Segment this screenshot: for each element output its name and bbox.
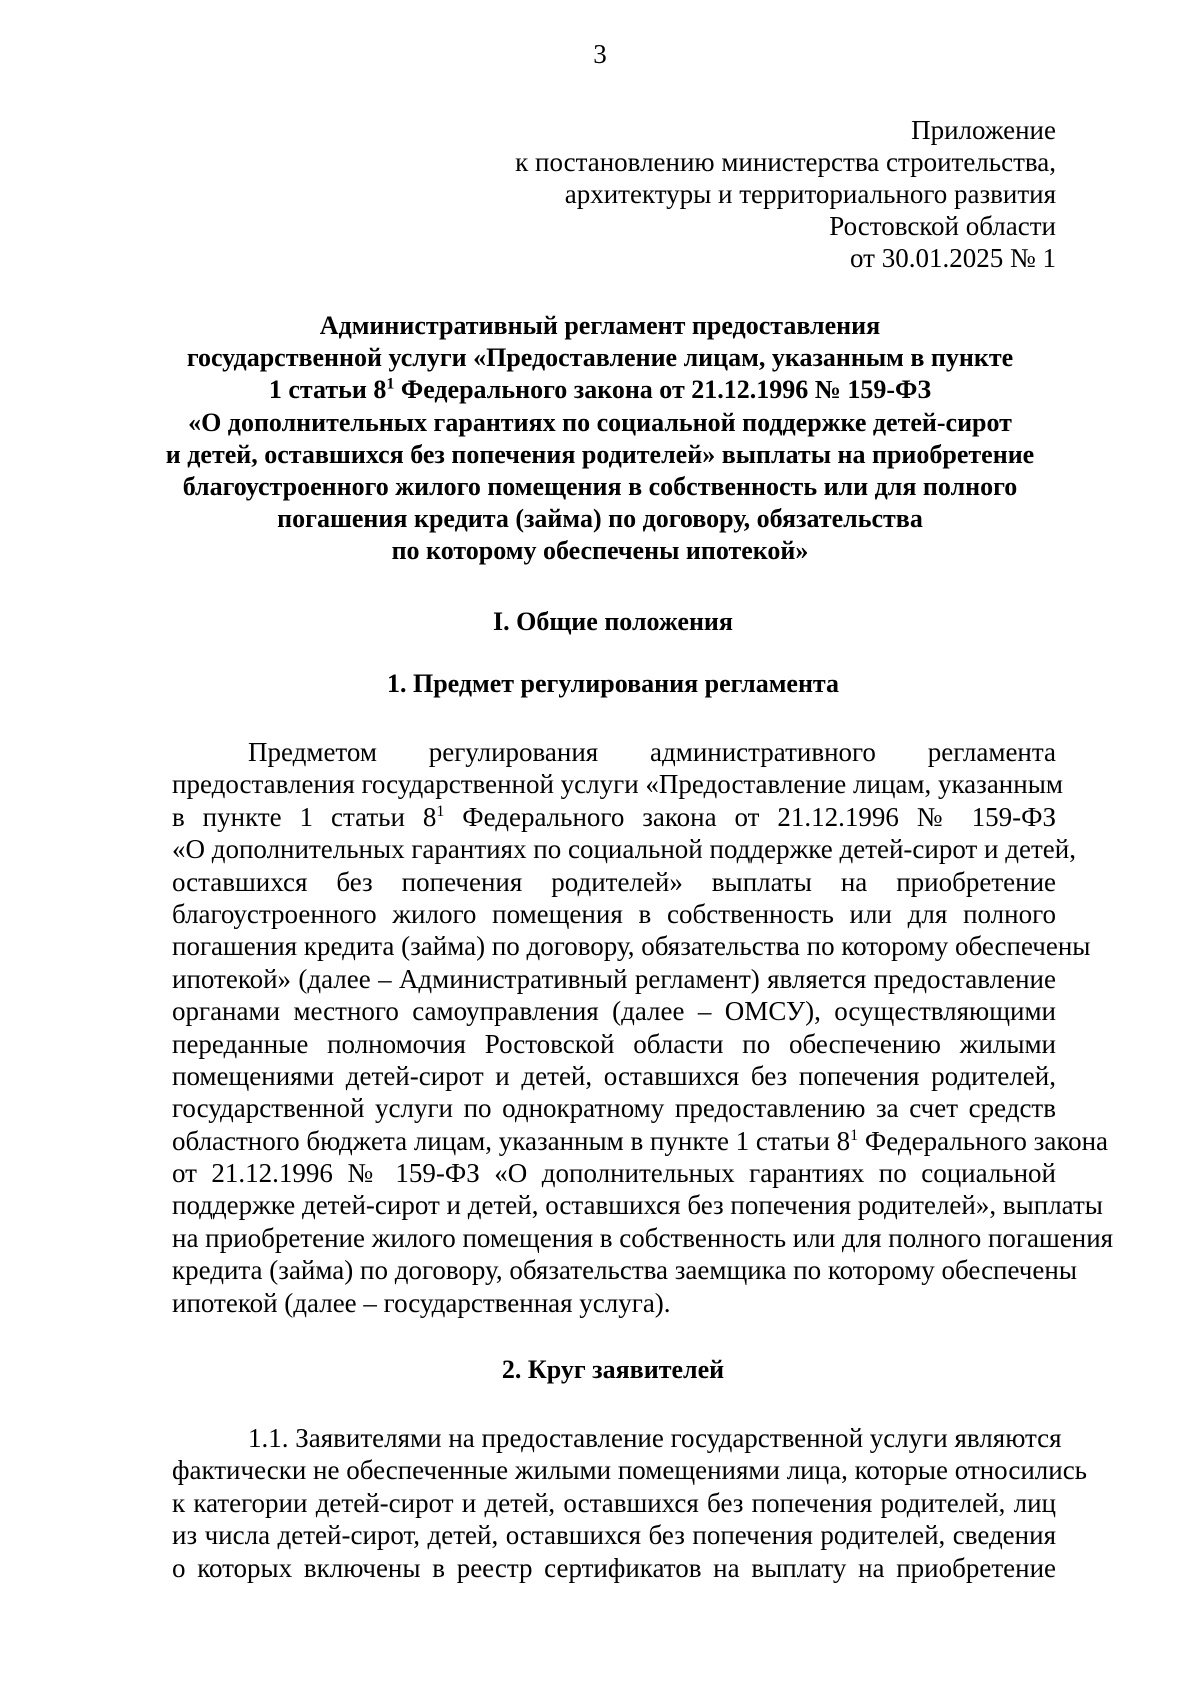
title-line: и детей, оставшихся без попечения родителей» выплаты на приобретение xyxy=(165,439,1035,469)
paragraph-text: в пункте 1 статьи 8 xyxy=(172,801,437,832)
paragraph-subject xyxy=(172,736,1114,1319)
paragraph-text: Федерального закона от 21.12.1996 № 159-ФЗ xyxy=(444,801,1057,832)
paragraph-line: органами местного самоуправления (далее – ОМСУ), осуществляющими xyxy=(172,996,1056,1027)
paragraph-line: оставшихся без попечения родителей» выплаты на приобретение xyxy=(172,866,1056,897)
title-line: погашения кредита (займа) по договору, обязательства xyxy=(277,504,923,534)
superscript: 1 xyxy=(436,802,445,820)
appendix-line: архитектуры и территориального развития xyxy=(564,179,1056,209)
paragraph-line: Предметом регулирования административного регламента xyxy=(248,737,1056,767)
paragraph-line: фактически не обеспеченные жилыми помещениями лица, которые относились xyxy=(172,1455,1087,1486)
paragraph-line xyxy=(172,801,1056,833)
superscript: 1 xyxy=(386,375,395,393)
paragraph-line: ипотекой (далее – государственная услуга). xyxy=(172,1287,671,1318)
title-line xyxy=(150,374,1050,406)
paragraph-line: на приобретение жилого помещения в собственность или для полного погашения xyxy=(172,1222,1114,1253)
paragraph-line: поддержке детей-сирот и детей, оставшихся без попечения родителей», выплаты xyxy=(172,1190,1103,1221)
title-line: благоустроенного жилого помещения в собственность или для полного xyxy=(182,472,1018,502)
superscript: 1 xyxy=(850,1126,859,1144)
appendix-line: от 30.01.2025 № 1 xyxy=(850,243,1056,273)
paragraph-line: погашения кредита (займа) по договору, обязательства по которому обеспечены xyxy=(172,931,1091,962)
title-text: 1 статьи 8 xyxy=(268,375,387,405)
title-line: государственной услуги «Предоставление лицам, указанным в пункте xyxy=(186,343,1014,373)
paragraph-line: из числа детей-сирот, детей, оставшихся без попечения родителей, сведения xyxy=(172,1520,1056,1551)
paragraph-line: благоустроенного жилого помещения в собственность или для полного xyxy=(172,898,1056,929)
appendix-line: Приложение xyxy=(911,115,1056,145)
document-title xyxy=(150,310,1050,568)
paragraph-applicants xyxy=(172,1422,1087,1584)
paragraph-line xyxy=(172,1125,1109,1157)
paragraph-line: переданные полномочия Ростовской области по обеспечению жилыми xyxy=(172,1028,1056,1059)
title-line: по которому обеспечены ипотекой» xyxy=(391,536,809,566)
title-text: Федерального закона от 21.12.1996 № 159-ФЗ xyxy=(394,375,932,405)
paragraph-text: областного бюджета лицам, указанным в пункте 1 статьи 8 xyxy=(172,1125,851,1156)
appendix-line: к постановлению министерства строительства, xyxy=(515,147,1056,177)
paragraph-line: 1.1. Заявителями на предоставление государственной услуги являются xyxy=(248,1423,1062,1453)
page-number: 3 xyxy=(593,39,607,69)
subsection-heading: 1. Предмет регулирования регламента xyxy=(386,669,840,698)
paragraph-line: к категории детей-сирот и детей, оставшихся без попечения родителей, лиц xyxy=(172,1487,1056,1518)
appendix-block xyxy=(356,114,1056,274)
paragraph-line: государственной услуги по однократному предоставлению за счет средств xyxy=(172,1093,1056,1124)
paragraph-line: помещениями детей-сирот и детей, оставшихся без попечения родителей, xyxy=(172,1060,1056,1091)
subsection-heading: 2. Круг заявителей xyxy=(501,1355,725,1384)
paragraph-line: о которых включены в реестр сертификатов на выплату на приобретение xyxy=(172,1552,1056,1583)
title-line: Административный регламент предоставления xyxy=(319,311,881,340)
title-line: «О дополнительных гарантиях по социальной поддержке детей-сирот xyxy=(188,407,1012,437)
paragraph-line: ипотекой» (далее – Административный регламент) является предоставление xyxy=(172,963,1056,994)
paragraph-line: кредита (займа) по договору, обязательства заемщика по которому обеспечены xyxy=(172,1255,1077,1286)
paragraph-text: Федерального закона xyxy=(858,1125,1109,1156)
section-heading: I. Общие положения xyxy=(493,607,733,636)
paragraph-line: «О дополнительных гарантиях по социальной поддержке детей-сирот и детей, xyxy=(172,834,1076,865)
paragraph-line: от 21.12.1996 № 159-ФЗ «О дополнительных гарантиях по социальной xyxy=(172,1158,1056,1189)
paragraph-line: предоставления государственной услуги «Предоставление лицам, указанным xyxy=(172,769,1063,800)
appendix-line: Ростовской области xyxy=(829,211,1056,241)
